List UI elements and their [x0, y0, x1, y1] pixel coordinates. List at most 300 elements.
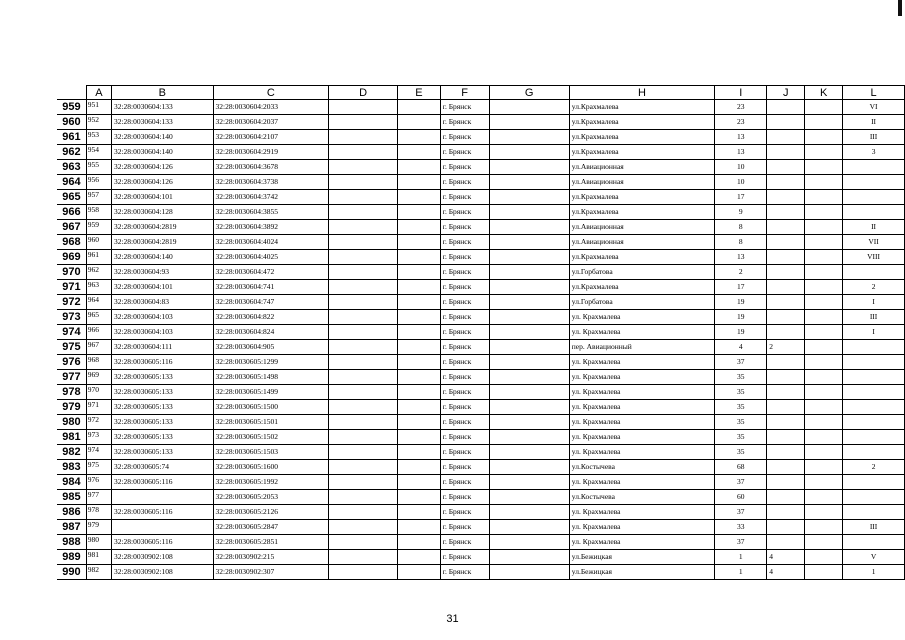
cell-i[interactable]: 17 — [715, 190, 767, 205]
cell-k[interactable] — [805, 295, 843, 310]
cell-e[interactable] — [398, 325, 441, 340]
cell-f[interactable]: г. Брянск — [440, 355, 489, 370]
cell-i[interactable]: 19 — [715, 325, 767, 340]
column-header-d[interactable]: D — [329, 86, 398, 100]
cell-a[interactable]: 968 — [86, 355, 111, 370]
cell-l[interactable] — [843, 370, 905, 385]
cell-j[interactable] — [767, 400, 805, 415]
cell-c[interactable]: 32:28:0030605:1503 — [213, 445, 329, 460]
cell-h[interactable]: пер. Авиационный — [569, 340, 714, 355]
cell-d[interactable] — [329, 565, 398, 580]
cell-a[interactable]: 953 — [86, 130, 111, 145]
cell-h[interactable]: ул.Бежицкая — [569, 565, 714, 580]
cell-k[interactable] — [805, 325, 843, 340]
cell-b[interactable]: 32:28:0030605:116 — [111, 535, 213, 550]
cell-f[interactable]: г. Брянск — [440, 430, 489, 445]
cell-b[interactable]: 32:28:0030605:116 — [111, 355, 213, 370]
cell-i[interactable]: 35 — [715, 445, 767, 460]
cell-d[interactable] — [329, 205, 398, 220]
cell-a[interactable]: 961 — [86, 250, 111, 265]
cell-h[interactable]: ул. Крахмалева — [569, 505, 714, 520]
cell-d[interactable] — [329, 160, 398, 175]
cell-c[interactable]: 32:28:0030604:3855 — [213, 205, 329, 220]
cell-k[interactable] — [805, 355, 843, 370]
cell-f[interactable]: г. Брянск — [440, 175, 489, 190]
cell-j[interactable] — [767, 415, 805, 430]
cell-i[interactable]: 37 — [715, 505, 767, 520]
cell-g[interactable] — [489, 415, 569, 430]
cell-l[interactable] — [843, 535, 905, 550]
cell-c[interactable]: 32:28:0030605:1499 — [213, 385, 329, 400]
cell-c[interactable]: 32:28:0030604:4024 — [213, 235, 329, 250]
cell-b[interactable]: 32:28:0030604:128 — [111, 205, 213, 220]
cell-c[interactable]: 32:28:0030604:3738 — [213, 175, 329, 190]
cell-d[interactable] — [329, 355, 398, 370]
cell-c[interactable]: 32:28:0030604:3892 — [213, 220, 329, 235]
cell-d[interactable] — [329, 475, 398, 490]
cell-b[interactable] — [111, 520, 213, 535]
cell-e[interactable] — [398, 415, 441, 430]
cell-g[interactable] — [489, 385, 569, 400]
cell-i[interactable]: 60 — [715, 490, 767, 505]
cell-h[interactable]: ул.Авиационная — [569, 175, 714, 190]
cell-f[interactable]: г. Брянск — [440, 535, 489, 550]
cell-i[interactable]: 37 — [715, 535, 767, 550]
cell-a[interactable]: 954 — [86, 145, 111, 160]
cell-i[interactable]: 8 — [715, 220, 767, 235]
cell-b[interactable]: 32:28:0030902:108 — [111, 565, 213, 580]
cell-b[interactable]: 32:28:0030605:133 — [111, 385, 213, 400]
cell-f[interactable]: г. Брянск — [440, 100, 489, 115]
cell-l[interactable] — [843, 265, 905, 280]
cell-h[interactable]: ул. Крахмалева — [569, 475, 714, 490]
cell-k[interactable] — [805, 520, 843, 535]
cell-l[interactable] — [843, 340, 905, 355]
cell-h[interactable]: ул.Горбатова — [569, 265, 714, 280]
cell-b[interactable]: 32:28:0030604:103 — [111, 325, 213, 340]
cell-d[interactable] — [329, 325, 398, 340]
cell-g[interactable] — [489, 460, 569, 475]
cell-f[interactable]: г. Брянск — [440, 130, 489, 145]
cell-l[interactable] — [843, 415, 905, 430]
cell-j[interactable] — [767, 280, 805, 295]
cell-d[interactable] — [329, 265, 398, 280]
cell-j[interactable] — [767, 460, 805, 475]
cell-f[interactable]: г. Брянск — [440, 340, 489, 355]
cell-b[interactable]: 32:28:0030605:133 — [111, 370, 213, 385]
cell-j[interactable] — [767, 115, 805, 130]
cell-j[interactable] — [767, 520, 805, 535]
cell-a[interactable]: 960 — [86, 235, 111, 250]
cell-g[interactable] — [489, 505, 569, 520]
cell-b[interactable]: 32:28:0030604:140 — [111, 145, 213, 160]
cell-e[interactable] — [398, 520, 441, 535]
cell-h[interactable]: ул. Крахмалева — [569, 430, 714, 445]
cell-a[interactable]: 979 — [86, 520, 111, 535]
cell-d[interactable] — [329, 175, 398, 190]
cell-i[interactable]: 4 — [715, 340, 767, 355]
cell-b[interactable]: 32:28:0030605:133 — [111, 415, 213, 430]
cell-d[interactable] — [329, 100, 398, 115]
cell-l[interactable]: 3 — [843, 145, 905, 160]
cell-e[interactable] — [398, 220, 441, 235]
cell-l[interactable] — [843, 190, 905, 205]
cell-f[interactable]: г. Брянск — [440, 400, 489, 415]
cell-a[interactable]: 977 — [86, 490, 111, 505]
cell-k[interactable] — [805, 460, 843, 475]
cell-f[interactable]: г. Брянск — [440, 370, 489, 385]
cell-e[interactable] — [398, 145, 441, 160]
cell-h[interactable]: ул. Крахмалева — [569, 325, 714, 340]
cell-f[interactable]: г. Брянск — [440, 505, 489, 520]
cell-c[interactable]: 32:28:0030605:1501 — [213, 415, 329, 430]
cell-f[interactable]: г. Брянск — [440, 415, 489, 430]
cell-b[interactable] — [111, 490, 213, 505]
cell-e[interactable] — [398, 430, 441, 445]
cell-f[interactable]: г. Брянск — [440, 160, 489, 175]
cell-c[interactable]: 32:28:0030605:1299 — [213, 355, 329, 370]
cell-g[interactable] — [489, 310, 569, 325]
cell-g[interactable] — [489, 325, 569, 340]
cell-e[interactable] — [398, 190, 441, 205]
cell-a[interactable]: 959 — [86, 220, 111, 235]
cell-d[interactable] — [329, 460, 398, 475]
cell-j[interactable]: 4 — [767, 550, 805, 565]
cell-f[interactable]: г. Брянск — [440, 220, 489, 235]
cell-a[interactable]: 974 — [86, 445, 111, 460]
cell-d[interactable] — [329, 520, 398, 535]
cell-f[interactable]: г. Брянск — [440, 190, 489, 205]
cell-a[interactable]: 964 — [86, 295, 111, 310]
column-header-j[interactable]: J — [767, 86, 805, 100]
cell-d[interactable] — [329, 490, 398, 505]
column-header-f[interactable]: F — [440, 86, 489, 100]
cell-k[interactable] — [805, 400, 843, 415]
column-header-l[interactable]: L — [843, 86, 905, 100]
cell-g[interactable] — [489, 520, 569, 535]
cell-e[interactable] — [398, 400, 441, 415]
cell-i[interactable]: 35 — [715, 400, 767, 415]
cell-i[interactable]: 10 — [715, 175, 767, 190]
cell-e[interactable] — [398, 115, 441, 130]
cell-b[interactable]: 32:28:0030604:111 — [111, 340, 213, 355]
cell-a[interactable]: 973 — [86, 430, 111, 445]
cell-b[interactable]: 32:28:0030902:108 — [111, 550, 213, 565]
cell-g[interactable] — [489, 430, 569, 445]
cell-h[interactable]: ул.Костычева — [569, 460, 714, 475]
cell-k[interactable] — [805, 535, 843, 550]
column-header-h[interactable]: H — [569, 86, 714, 100]
cell-b[interactable]: 32:28:0030604:126 — [111, 175, 213, 190]
cell-l[interactable]: II — [843, 220, 905, 235]
cell-g[interactable] — [489, 130, 569, 145]
cell-l[interactable]: III — [843, 130, 905, 145]
cell-f[interactable]: г. Брянск — [440, 550, 489, 565]
cell-c[interactable]: 32:28:0030605:2053 — [213, 490, 329, 505]
cell-k[interactable] — [805, 430, 843, 445]
cell-c[interactable]: 32:28:0030604:2107 — [213, 130, 329, 145]
cell-j[interactable]: 4 — [767, 565, 805, 580]
cell-j[interactable] — [767, 220, 805, 235]
cell-k[interactable] — [805, 115, 843, 130]
cell-d[interactable] — [329, 250, 398, 265]
cell-b[interactable]: 32:28:0030605:116 — [111, 505, 213, 520]
cell-f[interactable]: г. Брянск — [440, 250, 489, 265]
cell-k[interactable] — [805, 550, 843, 565]
cell-c[interactable]: 32:28:0030604:822 — [213, 310, 329, 325]
cell-i[interactable]: 17 — [715, 280, 767, 295]
cell-k[interactable] — [805, 445, 843, 460]
cell-i[interactable]: 1 — [715, 550, 767, 565]
cell-d[interactable] — [329, 235, 398, 250]
cell-i[interactable]: 10 — [715, 160, 767, 175]
cell-i[interactable]: 35 — [715, 430, 767, 445]
cell-l[interactable] — [843, 385, 905, 400]
cell-l[interactable]: V — [843, 550, 905, 565]
cell-d[interactable] — [329, 505, 398, 520]
cell-b[interactable]: 32:28:0030605:74 — [111, 460, 213, 475]
cell-c[interactable]: 32:28:0030604:3742 — [213, 190, 329, 205]
cell-h[interactable]: ул.Крахмалева — [569, 130, 714, 145]
cell-a[interactable]: 975 — [86, 460, 111, 475]
cell-j[interactable] — [767, 475, 805, 490]
cell-b[interactable]: 32:28:0030604:140 — [111, 130, 213, 145]
cell-l[interactable]: VIII — [843, 250, 905, 265]
cell-b[interactable]: 32:28:0030604:93 — [111, 265, 213, 280]
column-header-a[interactable]: A — [86, 86, 111, 100]
cell-i[interactable]: 19 — [715, 310, 767, 325]
cell-g[interactable] — [489, 355, 569, 370]
cell-c[interactable]: 32:28:0030604:4025 — [213, 250, 329, 265]
cell-l[interactable]: 2 — [843, 280, 905, 295]
cell-e[interactable] — [398, 460, 441, 475]
cell-g[interactable] — [489, 295, 569, 310]
cell-f[interactable]: г. Брянск — [440, 460, 489, 475]
cell-f[interactable]: г. Брянск — [440, 520, 489, 535]
cell-l[interactable] — [843, 205, 905, 220]
cell-h[interactable]: ул. Крахмалева — [569, 370, 714, 385]
cell-b[interactable]: 32:28:0030604:101 — [111, 190, 213, 205]
cell-k[interactable] — [805, 310, 843, 325]
cell-g[interactable] — [489, 190, 569, 205]
cell-f[interactable]: г. Брянск — [440, 145, 489, 160]
cell-i[interactable]: 68 — [715, 460, 767, 475]
cell-b[interactable]: 32:28:0030604:140 — [111, 250, 213, 265]
cell-k[interactable] — [805, 175, 843, 190]
cell-c[interactable]: 32:28:0030902:215 — [213, 550, 329, 565]
cell-f[interactable]: г. Брянск — [440, 235, 489, 250]
cell-l[interactable] — [843, 505, 905, 520]
cell-k[interactable] — [805, 475, 843, 490]
cell-a[interactable]: 963 — [86, 280, 111, 295]
cell-e[interactable] — [398, 385, 441, 400]
cell-j[interactable] — [767, 190, 805, 205]
cell-d[interactable] — [329, 220, 398, 235]
cell-g[interactable] — [489, 445, 569, 460]
cell-h[interactable]: ул. Крахмалева — [569, 385, 714, 400]
cell-a[interactable]: 971 — [86, 400, 111, 415]
cell-c[interactable]: 32:28:0030604:905 — [213, 340, 329, 355]
column-header-e[interactable]: E — [398, 86, 441, 100]
cell-j[interactable] — [767, 100, 805, 115]
cell-k[interactable] — [805, 100, 843, 115]
cell-g[interactable] — [489, 400, 569, 415]
cell-k[interactable] — [805, 505, 843, 520]
cell-h[interactable]: ул. Крахмалева — [569, 520, 714, 535]
cell-l[interactable]: 2 — [843, 460, 905, 475]
cell-h[interactable]: ул.Крахмалева — [569, 190, 714, 205]
cell-f[interactable]: г. Брянск — [440, 310, 489, 325]
cell-h[interactable]: ул. Крахмалева — [569, 445, 714, 460]
cell-b[interactable]: 32:28:0030605:133 — [111, 430, 213, 445]
cell-j[interactable] — [767, 505, 805, 520]
cell-h[interactable]: ул. Крахмалева — [569, 310, 714, 325]
cell-k[interactable] — [805, 220, 843, 235]
cell-c[interactable]: 32:28:0030604:472 — [213, 265, 329, 280]
cell-i[interactable]: 23 — [715, 100, 767, 115]
cell-l[interactable] — [843, 475, 905, 490]
cell-b[interactable]: 32:28:0030604:133 — [111, 100, 213, 115]
cell-i[interactable]: 1 — [715, 565, 767, 580]
cell-j[interactable] — [767, 160, 805, 175]
cell-e[interactable] — [398, 265, 441, 280]
cell-j[interactable] — [767, 370, 805, 385]
cell-e[interactable] — [398, 280, 441, 295]
cell-k[interactable] — [805, 160, 843, 175]
cell-a[interactable]: 978 — [86, 505, 111, 520]
cell-i[interactable]: 35 — [715, 370, 767, 385]
cell-g[interactable] — [489, 160, 569, 175]
cell-g[interactable] — [489, 370, 569, 385]
cell-c[interactable]: 32:28:0030605:1498 — [213, 370, 329, 385]
cell-k[interactable] — [805, 340, 843, 355]
cell-c[interactable]: 32:28:0030605:1992 — [213, 475, 329, 490]
cell-e[interactable] — [398, 490, 441, 505]
cell-e[interactable] — [398, 370, 441, 385]
cell-l[interactable] — [843, 355, 905, 370]
cell-a[interactable]: 969 — [86, 370, 111, 385]
cell-f[interactable]: г. Брянск — [440, 445, 489, 460]
cell-j[interactable] — [767, 235, 805, 250]
cell-k[interactable] — [805, 250, 843, 265]
cell-j[interactable] — [767, 295, 805, 310]
cell-j[interactable] — [767, 145, 805, 160]
cell-c[interactable]: 32:28:0030604:747 — [213, 295, 329, 310]
cell-b[interactable]: 32:28:0030604:83 — [111, 295, 213, 310]
cell-h[interactable]: ул.Авиационная — [569, 235, 714, 250]
cell-a[interactable]: 967 — [86, 340, 111, 355]
cell-l[interactable]: III — [843, 520, 905, 535]
cell-k[interactable] — [805, 385, 843, 400]
cell-e[interactable] — [398, 550, 441, 565]
cell-c[interactable]: 32:28:0030605:2126 — [213, 505, 329, 520]
column-header-i[interactable]: I — [715, 86, 767, 100]
cell-i[interactable]: 13 — [715, 250, 767, 265]
cell-g[interactable] — [489, 280, 569, 295]
cell-a[interactable]: 972 — [86, 415, 111, 430]
cell-h[interactable]: ул. Крахмалева — [569, 355, 714, 370]
cell-k[interactable] — [805, 370, 843, 385]
cell-j[interactable] — [767, 175, 805, 190]
cell-g[interactable] — [489, 535, 569, 550]
cell-j[interactable]: 2 — [767, 340, 805, 355]
cell-g[interactable] — [489, 205, 569, 220]
cell-f[interactable]: г. Брянск — [440, 565, 489, 580]
cell-l[interactable] — [843, 430, 905, 445]
cell-f[interactable]: г. Брянск — [440, 385, 489, 400]
cell-d[interactable] — [329, 550, 398, 565]
cell-d[interactable] — [329, 385, 398, 400]
cell-c[interactable]: 32:28:0030902:307 — [213, 565, 329, 580]
cell-i[interactable]: 33 — [715, 520, 767, 535]
cell-d[interactable] — [329, 115, 398, 130]
cell-h[interactable]: ул. Крахмалева — [569, 535, 714, 550]
column-header-b[interactable]: B — [111, 86, 213, 100]
cell-a[interactable]: 957 — [86, 190, 111, 205]
cell-k[interactable] — [805, 190, 843, 205]
cell-g[interactable] — [489, 250, 569, 265]
cell-e[interactable] — [398, 505, 441, 520]
cell-l[interactable]: VII — [843, 235, 905, 250]
cell-c[interactable]: 32:28:0030605:2851 — [213, 535, 329, 550]
cell-a[interactable]: 956 — [86, 175, 111, 190]
column-header-c[interactable]: C — [213, 86, 329, 100]
cell-e[interactable] — [398, 205, 441, 220]
cell-a[interactable]: 952 — [86, 115, 111, 130]
cell-f[interactable]: г. Брянск — [440, 115, 489, 130]
cell-d[interactable] — [329, 340, 398, 355]
cell-e[interactable] — [398, 100, 441, 115]
cell-c[interactable]: 32:28:0030605:2847 — [213, 520, 329, 535]
cell-g[interactable] — [489, 475, 569, 490]
cell-e[interactable] — [398, 445, 441, 460]
cell-a[interactable]: 976 — [86, 475, 111, 490]
cell-l[interactable] — [843, 400, 905, 415]
cell-i[interactable]: 37 — [715, 475, 767, 490]
cell-k[interactable] — [805, 265, 843, 280]
cell-b[interactable]: 32:28:0030604:133 — [111, 115, 213, 130]
cell-l[interactable]: I — [843, 325, 905, 340]
cell-l[interactable]: II — [843, 115, 905, 130]
cell-f[interactable]: г. Брянск — [440, 280, 489, 295]
cell-i[interactable]: 2 — [715, 265, 767, 280]
cell-a[interactable]: 970 — [86, 385, 111, 400]
cell-b[interactable]: 32:28:0030605:116 — [111, 475, 213, 490]
cell-a[interactable]: 958 — [86, 205, 111, 220]
cell-g[interactable] — [489, 235, 569, 250]
cell-b[interactable]: 32:28:0030605:133 — [111, 445, 213, 460]
cell-e[interactable] — [398, 310, 441, 325]
cell-k[interactable] — [805, 235, 843, 250]
cell-l[interactable] — [843, 160, 905, 175]
cell-g[interactable] — [489, 340, 569, 355]
cell-b[interactable]: 32:28:0030604:2819 — [111, 235, 213, 250]
cell-c[interactable]: 32:28:0030604:2033 — [213, 100, 329, 115]
cell-j[interactable] — [767, 445, 805, 460]
cell-e[interactable] — [398, 130, 441, 145]
cell-a[interactable]: 962 — [86, 265, 111, 280]
cell-c[interactable]: 32:28:0030604:824 — [213, 325, 329, 340]
cell-l[interactable]: 1 — [843, 565, 905, 580]
cell-k[interactable] — [805, 145, 843, 160]
cell-d[interactable] — [329, 310, 398, 325]
cell-d[interactable] — [329, 370, 398, 385]
cell-f[interactable]: г. Брянск — [440, 295, 489, 310]
cell-a[interactable]: 965 — [86, 310, 111, 325]
cell-c[interactable]: 32:28:0030604:2037 — [213, 115, 329, 130]
cell-j[interactable] — [767, 310, 805, 325]
cell-g[interactable] — [489, 265, 569, 280]
